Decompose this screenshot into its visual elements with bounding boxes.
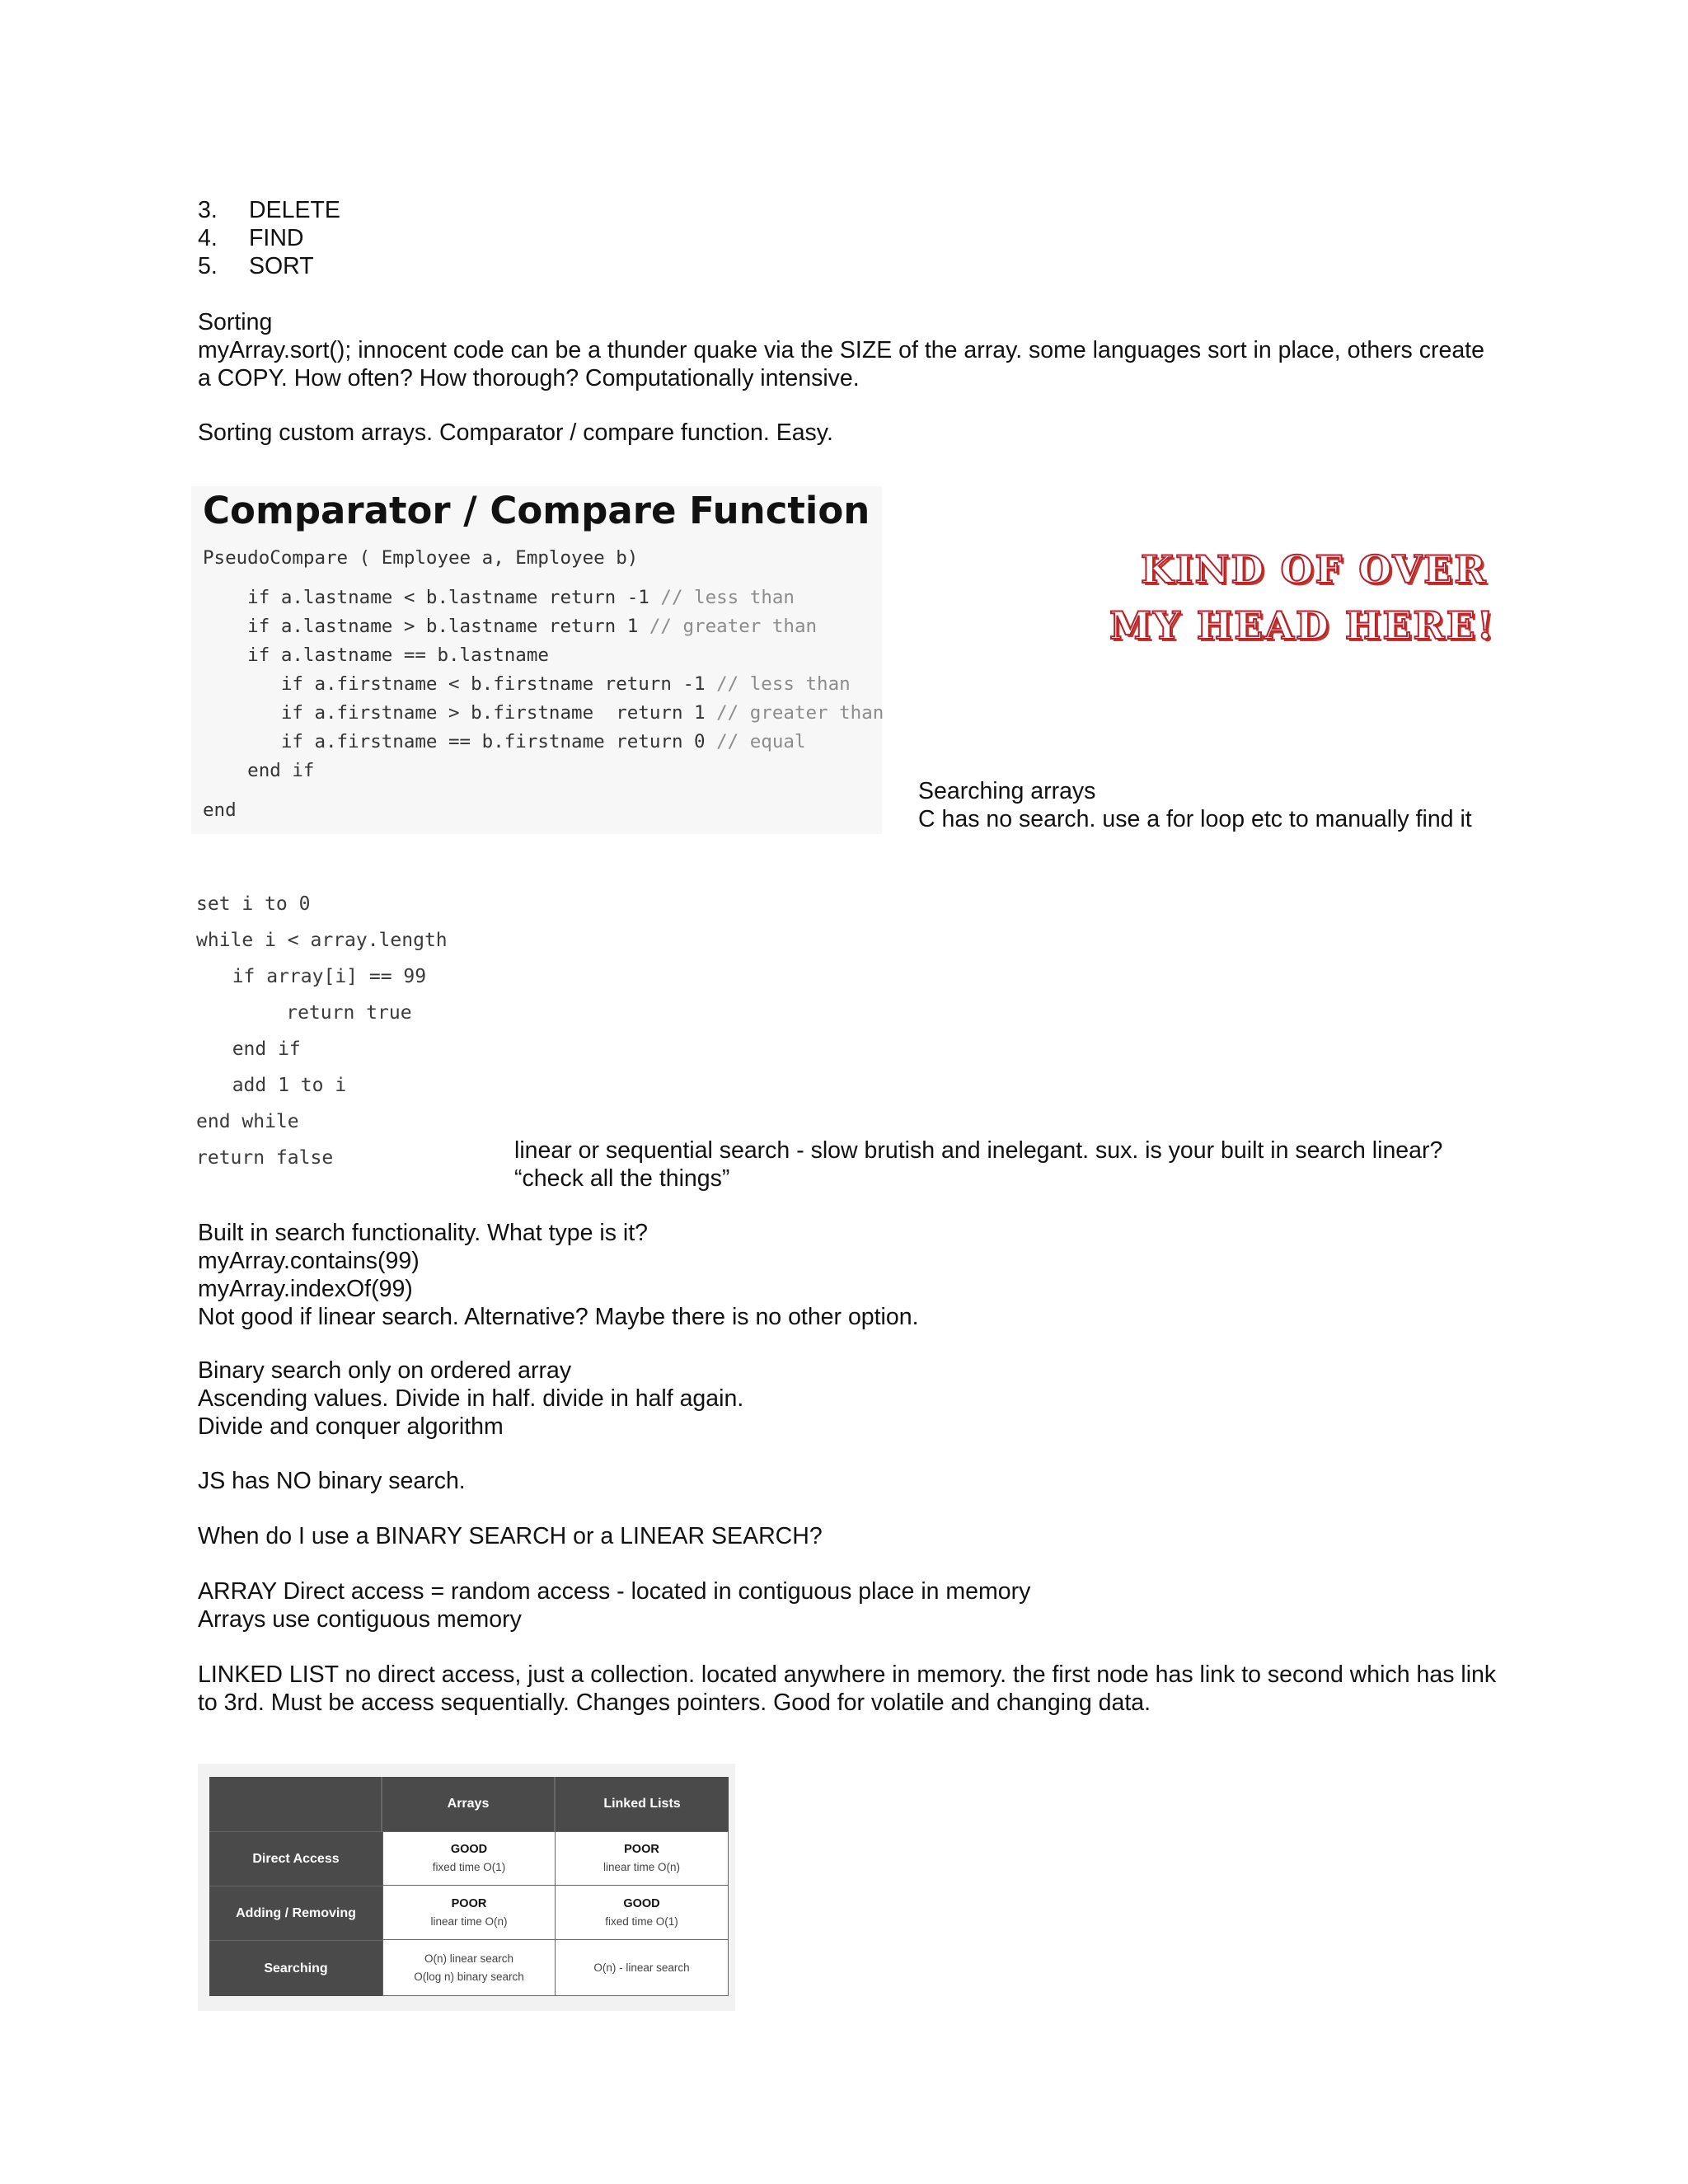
code-line: while i < array.length — [196, 930, 448, 951]
sorting-heading: Sorting — [198, 309, 273, 335]
table-cell: POOR linear time O(n) — [556, 1831, 729, 1886]
table-cell: POOR linear time O(n) — [382, 1886, 556, 1940]
column-header-arrays: Arrays — [382, 1777, 556, 1831]
column-header-linked-lists: Linked Lists — [556, 1777, 729, 1831]
table-cell: GOOD fixed time O(1) — [556, 1886, 729, 1940]
builtin-search-notes — [198, 1219, 1352, 1334]
searching-body: C has no search. use a for loop etc to manually find it — [918, 806, 1472, 832]
table-corner-header — [209, 1777, 382, 1831]
row-header-direct-access: Direct Access — [209, 1831, 382, 1886]
note-line: Divide and conquer algorithm — [198, 1413, 504, 1440]
note-line: Built in search functionality. What type is it? — [198, 1220, 648, 1246]
code-line: end if — [203, 760, 315, 781]
note-line: Not good if linear search. Alternative? Maybe there is no other option. — [198, 1304, 919, 1330]
linked-list-note: LINKED LIST no direct access, just a collection. located anywhere in memory. the first node has link to second which has link to 3rd. Must be access sequentially. Changes pointers. Good for volatile and changing data. — [198, 1661, 1497, 1716]
code-line: end — [203, 799, 237, 821]
code-line: if a.firstname < b.firstname return -1 // less than — [203, 673, 851, 695]
code-line: if a.lastname > b.lastname return 1 // greater than — [203, 616, 818, 637]
note-line: ARRAY Direct access = random access - located in contiguous place in memory — [198, 1578, 1031, 1605]
code-line: end while — [196, 1111, 299, 1132]
code-line: if a.lastname < b.lastname return -1 // less than — [203, 587, 795, 608]
note-line: Ascending values. Divide in half. divide in half again. — [198, 1385, 744, 1412]
code-line: return false — [196, 1147, 334, 1169]
table-cell: O(n) linear search O(log n) binary search — [382, 1940, 556, 1996]
note-line: myArray.contains(99) — [198, 1248, 420, 1274]
code-line: if a.firstname > b.firstname return 1 // greater than — [203, 702, 884, 724]
code-line: return true — [229, 1002, 412, 1024]
code-line: if a.lastname == b.lastname — [203, 644, 549, 666]
note-line: myArray.indexOf(99) — [198, 1276, 413, 1302]
kind-of-over-my-head-stamp-line2: MY HEAD HERE! — [1109, 603, 1495, 648]
list-item: 3. DELETE — [198, 197, 340, 223]
kind-of-over-my-head-stamp: KIND OF OVER — [1141, 547, 1488, 592]
sorting-body: myArray.sort(); innocent code can be a thunder quake via the SIZE of the array. some languages sort in place, others create a COPY. How often? How thorough? Computationally intensive. — [198, 337, 1484, 391]
code-line: add 1 to i — [209, 1075, 347, 1096]
row-header-searching: Searching — [209, 1940, 382, 1996]
list-item: 5. SORT — [198, 253, 314, 279]
arrays-vs-linked-lists-table — [198, 1764, 735, 2011]
comparator-slide — [191, 486, 882, 834]
searching-heading: Searching arrays — [918, 778, 1096, 804]
linear-search-note: linear or sequential search - slow brutish and inelegant. sux. is your built in search linear? “check all the things” — [514, 1137, 1443, 1192]
binary-search-notes — [198, 1357, 1352, 1442]
linear-search-code — [196, 892, 468, 1185]
comparator-title: Comparator / Compare Function — [203, 489, 870, 532]
code-line: set i to 0 — [196, 893, 311, 915]
table-cell: GOOD fixed time O(1) — [382, 1831, 556, 1886]
sorting-custom-note: Sorting custom arrays. Comparator / compare function. Easy. — [198, 419, 833, 446]
when-question: When do I use a BINARY SEARCH or a LINEAR SEARCH? — [198, 1523, 823, 1549]
row-header-adding-removing: Adding / Removing — [209, 1886, 382, 1940]
js-binary-note: JS has NO binary search. — [198, 1468, 466, 1494]
code-line: if array[i] == 99 — [209, 966, 427, 987]
note-line: Arrays use contiguous memory — [198, 1606, 522, 1633]
numbered-list — [198, 196, 528, 284]
note-line: Binary search only on ordered array — [198, 1357, 572, 1384]
table-cell: O(n) - linear search — [556, 1940, 729, 1996]
array-notes — [198, 1577, 1352, 1635]
code-line: PseudoCompare ( Employee a, Employee b) — [203, 547, 639, 569]
code-line: if a.firstname == b.firstname return 0 // equal — [203, 731, 806, 752]
code-line: end if — [209, 1038, 301, 1060]
list-item: 4. FIND — [198, 225, 304, 251]
